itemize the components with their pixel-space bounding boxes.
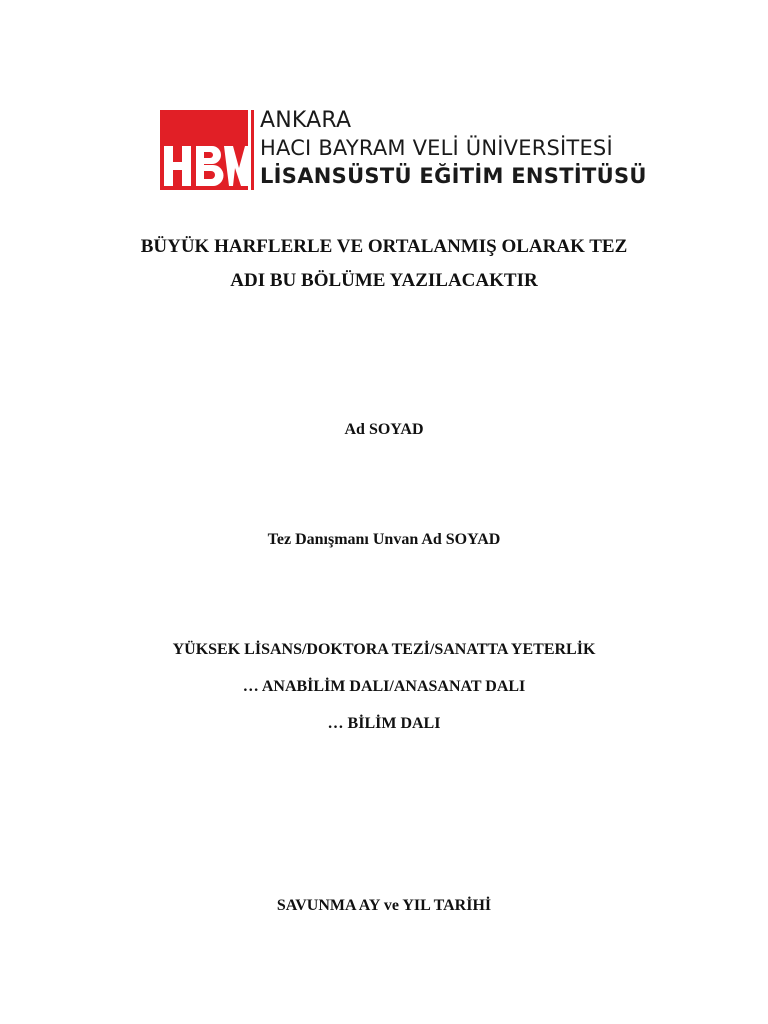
university-logo	[160, 108, 670, 192]
degree-type: YÜKSEK LİSANS/DOKTORA TEZİ/SANATTA YETERLİK	[172, 641, 596, 658]
author-name: Ad SOYAD	[344, 421, 424, 438]
discipline-name: … BİLİM DALI	[327, 715, 441, 732]
defense-date: SAVUNMA AY ve YIL TARİHİ	[276, 897, 492, 914]
thesis-title-line-2: ADI BU BÖLÜME YAZILACAKTIR	[230, 270, 538, 291]
logo-institute-text: LİSANSÜSTÜ EĞİTİM ENSTİTÜSÜ	[260, 164, 647, 188]
hbv-logo-mark	[160, 110, 248, 190]
hbv-letters-icon	[160, 110, 248, 190]
logo-university-text: HACI BAYRAM VELİ ÜNİVERSİTESİ	[260, 136, 613, 160]
thesis-title-line-1: BÜYÜK HARFLERLE VE ORTALANMIŞ OLARAK TEZ	[140, 236, 628, 257]
logo-divider	[251, 110, 254, 190]
logo-city-text: ANKARA	[260, 108, 352, 133]
department-name: … ANABİLİM DALI/ANASANAT DALI	[242, 678, 526, 695]
advisor-name: Tez Danışmanı Unvan Ad SOYAD	[267, 531, 501, 548]
